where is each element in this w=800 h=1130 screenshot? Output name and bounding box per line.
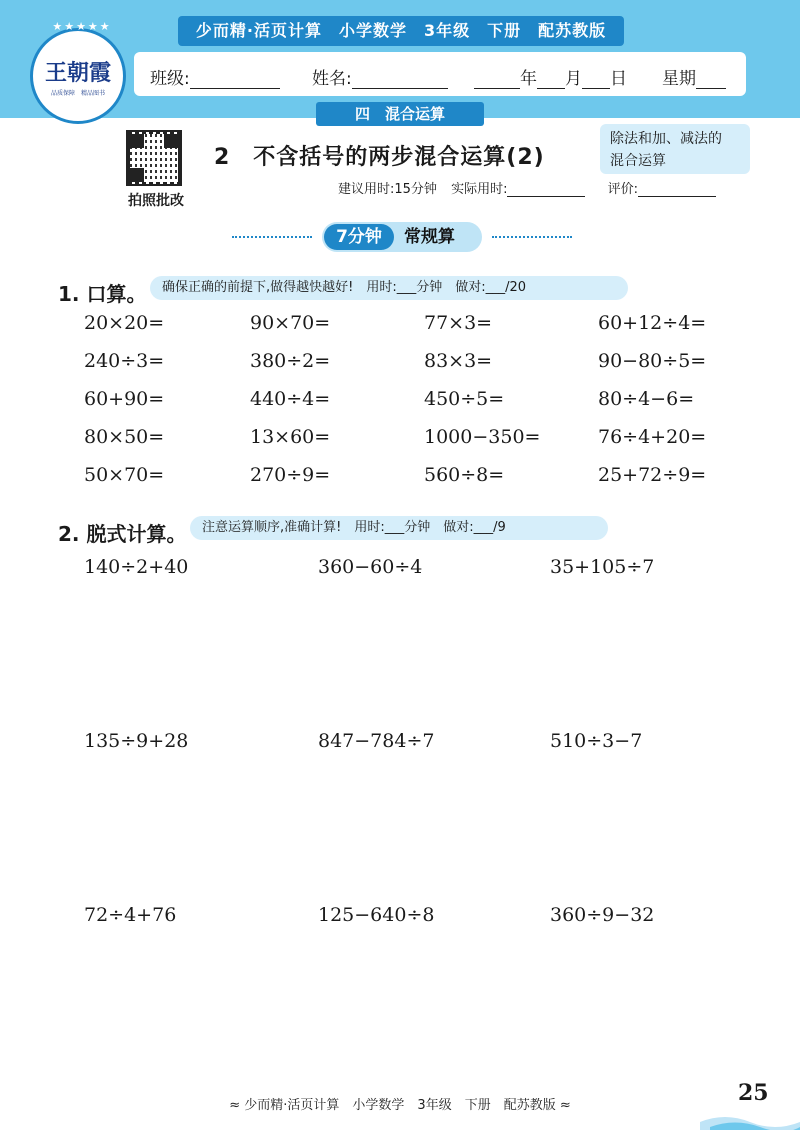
rating-blank[interactable] <box>638 184 716 197</box>
timer-badge: 7分钟 <box>324 224 394 250</box>
oral-calc-item[interactable]: 13×60= <box>250 426 331 448</box>
weekday-blank[interactable] <box>696 72 726 89</box>
month-label: 月 <box>565 69 582 89</box>
oral-calc-item[interactable]: 240÷3= <box>84 350 165 372</box>
oral-calc-item[interactable]: 90−80÷5= <box>598 350 707 372</box>
timer-title: 常规算 <box>404 227 455 247</box>
qr-label: 拍照批改 <box>128 193 184 209</box>
topic-line-2: 混合运算 <box>610 153 666 169</box>
section2-title: 2. 脱式计算。 <box>58 522 187 546</box>
oral-calc-item[interactable]: 90×70= <box>250 312 331 334</box>
written-calc-item[interactable]: 140÷2+40 <box>84 556 189 578</box>
class-blank[interactable] <box>190 72 280 89</box>
oral-calc-grid <box>84 312 784 512</box>
left-divider <box>232 236 312 238</box>
footer-text: ≈ 少而精·活页计算 小学数学 3年级 下册 配苏教版 ≈ <box>229 1098 571 1113</box>
suggested-time: 建议用时:15分钟 <box>338 182 437 197</box>
rating-label: 评价: <box>607 182 638 197</box>
oral-calc-item[interactable]: 1000−350= <box>424 426 541 448</box>
day-label: 日 <box>610 69 627 89</box>
footer-wave-decoration <box>700 1100 800 1130</box>
oral-calc-item[interactable]: 450÷5= <box>424 388 505 410</box>
topic-line-1: 除法和加、减法的 <box>610 131 722 147</box>
section1-hint: 确保正确的前提下,做得越快越好! 用时:___分钟 做对:___/20 <box>150 276 628 300</box>
oral-calc-item[interactable]: 270÷9= <box>250 464 331 486</box>
oral-calc-item[interactable]: 80×50= <box>84 426 165 448</box>
written-calc-item[interactable]: 360−60÷4 <box>318 556 423 578</box>
logo-stars: ★★★★★ <box>52 20 112 33</box>
name-field[interactable] <box>312 64 448 89</box>
written-calc-item[interactable]: 72÷4+76 <box>84 904 177 926</box>
oral-calc-item[interactable]: 60+12÷4= <box>598 312 707 334</box>
written-calc-item[interactable]: 35+105÷7 <box>550 556 655 578</box>
oral-calc-item[interactable]: 440÷4= <box>250 388 331 410</box>
weekday-label: 星期 <box>662 69 696 89</box>
logo-subtitle: 品质保障 精品图书 <box>50 90 105 97</box>
actual-time-label: 实际用时: <box>451 182 508 197</box>
logo-text: 王朝霞 <box>44 60 111 86</box>
topic-box <box>600 124 750 174</box>
oral-calc-item[interactable]: 25+72÷9= <box>598 464 707 486</box>
date-field[interactable] <box>474 64 627 89</box>
written-calc-item[interactable]: 135÷9+28 <box>84 730 189 752</box>
oral-calc-item[interactable]: 80÷4−6= <box>598 388 695 410</box>
oral-calc-item[interactable]: 60+90= <box>84 388 165 410</box>
year-label: 年 <box>520 69 537 89</box>
oral-calc-item[interactable]: 76÷4+20= <box>598 426 707 448</box>
day-blank[interactable] <box>582 72 610 89</box>
qr-code-pattern <box>130 134 178 182</box>
lesson-title: 2 不含括号的两步混合运算(2) <box>214 145 545 170</box>
written-calc-item[interactable]: 125−640÷8 <box>318 904 435 926</box>
class-field[interactable] <box>150 64 280 89</box>
oral-calc-item[interactable]: 83×3= <box>424 350 493 372</box>
series-title: 少而精·活页计算 小学数学 3年级 下册 配苏教版 <box>195 21 607 40</box>
oral-calc-item[interactable]: 77×3= <box>424 312 493 334</box>
class-label: 班级: <box>150 69 190 89</box>
year-blank[interactable] <box>474 72 520 89</box>
month-blank[interactable] <box>537 72 565 89</box>
time-row <box>338 178 716 197</box>
oral-calc-item[interactable]: 560÷8= <box>424 464 505 486</box>
right-divider <box>492 236 572 238</box>
oral-calc-item[interactable]: 20×20= <box>84 312 165 334</box>
section1-title: 1. 口算。 <box>58 282 147 306</box>
section2-hint: 注意运算顺序,准确计算! 用时:___分钟 做对:___/9 <box>190 516 608 540</box>
oral-calc-item[interactable]: 50×70= <box>84 464 165 486</box>
page-number: 25 <box>738 1080 769 1106</box>
written-calc-item[interactable]: 360÷9−32 <box>550 904 655 926</box>
oral-calc-item[interactable]: 380÷2= <box>250 350 331 372</box>
weekday-field[interactable] <box>662 64 726 89</box>
name-blank[interactable] <box>352 72 448 89</box>
unit-tab: 四 混合运算 <box>316 102 484 126</box>
actual-time-blank[interactable] <box>507 184 585 197</box>
written-calc-item[interactable]: 510÷3−7 <box>550 730 643 752</box>
written-calc-grid <box>84 556 784 936</box>
written-calc-item[interactable]: 847−784÷7 <box>318 730 435 752</box>
name-label: 姓名: <box>312 69 352 89</box>
